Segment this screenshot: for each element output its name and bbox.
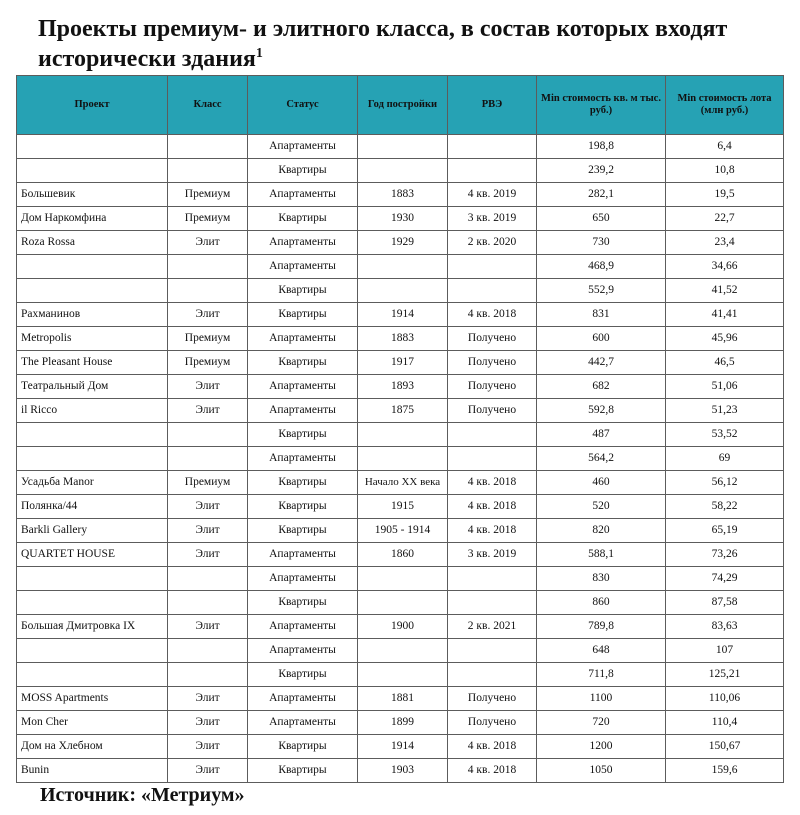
cell-status: Квартиры: [248, 495, 358, 519]
table-row: [17, 519, 784, 543]
cell-project: [17, 135, 168, 159]
cell-price-lot: 19,5: [666, 183, 784, 207]
cell-status: Квартиры: [248, 423, 358, 447]
cell-class: [168, 255, 248, 279]
cell-status: Квартиры: [248, 159, 358, 183]
table-row: [17, 375, 784, 399]
cell-year: 1914: [358, 735, 448, 759]
cell-year: 1893: [358, 375, 448, 399]
table-row: [17, 495, 784, 519]
cell-class: [168, 567, 248, 591]
cell-price-sqm: 520: [537, 495, 666, 519]
cell-status: Апартаменты: [248, 375, 358, 399]
table-row: [17, 615, 784, 639]
cell-rve: Получено: [448, 711, 537, 735]
table-row: [17, 159, 784, 183]
cell-class: Элит: [168, 735, 248, 759]
cell-year: 1883: [358, 327, 448, 351]
cell-price-lot: 10,8: [666, 159, 784, 183]
cell-project: QUARTET HOUSE: [17, 543, 168, 567]
cell-class: [168, 639, 248, 663]
cell-price-lot: 87,58: [666, 591, 784, 615]
cell-class: [168, 663, 248, 687]
cell-rve: 4 кв. 2018: [448, 495, 537, 519]
cell-price-sqm: 552,9: [537, 279, 666, 303]
cell-class: Элит: [168, 399, 248, 423]
cell-price-sqm: 198,8: [537, 135, 666, 159]
cell-rve: [448, 567, 537, 591]
cell-rve: 2 кв. 2021: [448, 615, 537, 639]
cell-project: Полянка/44: [17, 495, 168, 519]
cell-class: Элит: [168, 303, 248, 327]
cell-class: Премиум: [168, 183, 248, 207]
table-row: [17, 303, 784, 327]
cell-status: Апартаменты: [248, 639, 358, 663]
cell-status: Квартиры: [248, 735, 358, 759]
table-body: [17, 135, 784, 783]
cell-rve: 3 кв. 2019: [448, 543, 537, 567]
cell-price-lot: 159,6: [666, 759, 784, 783]
cell-year: 1900: [358, 615, 448, 639]
cell-price-lot: 53,52: [666, 423, 784, 447]
table-row: [17, 327, 784, 351]
cell-status: Апартаменты: [248, 447, 358, 471]
table-row: [17, 447, 784, 471]
cell-rve: [448, 591, 537, 615]
cell-project: Большая Дмитровка IX: [17, 615, 168, 639]
cell-year: [358, 279, 448, 303]
cell-class: Элит: [168, 495, 248, 519]
cell-class: Элит: [168, 519, 248, 543]
cell-rve: Получено: [448, 375, 537, 399]
cell-project: [17, 639, 168, 663]
table-row: [17, 351, 784, 375]
cell-price-lot: 73,26: [666, 543, 784, 567]
cell-price-sqm: 588,1: [537, 543, 666, 567]
cell-price-sqm: 487: [537, 423, 666, 447]
cell-status: Апартаменты: [248, 231, 358, 255]
table-row: [17, 711, 784, 735]
cell-status: Апартаменты: [248, 615, 358, 639]
cell-year: 1903: [358, 759, 448, 783]
cell-price-sqm: 600: [537, 327, 666, 351]
table-row: [17, 759, 784, 783]
cell-price-sqm: 831: [537, 303, 666, 327]
cell-rve: [448, 423, 537, 447]
table-row: [17, 231, 784, 255]
cell-status: Квартиры: [248, 519, 358, 543]
cell-year: 1875: [358, 399, 448, 423]
cell-class: Элит: [168, 231, 248, 255]
cell-year: [358, 423, 448, 447]
table-row: [17, 135, 784, 159]
cell-year: [358, 135, 448, 159]
cell-price-sqm: 730: [537, 231, 666, 255]
table-row: [17, 423, 784, 447]
cell-status: Апартаменты: [248, 543, 358, 567]
cell-status: Апартаменты: [248, 687, 358, 711]
cell-class: Премиум: [168, 351, 248, 375]
table-row: [17, 567, 784, 591]
cell-price-sqm: 460: [537, 471, 666, 495]
cell-price-sqm: 1050: [537, 759, 666, 783]
cell-price-sqm: 468,9: [537, 255, 666, 279]
cell-price-lot: 110,06: [666, 687, 784, 711]
cell-year: 1914: [358, 303, 448, 327]
cell-year: 1899: [358, 711, 448, 735]
cell-status: Апартаменты: [248, 183, 358, 207]
cell-project: The Pleasant House: [17, 351, 168, 375]
cell-project: [17, 663, 168, 687]
cell-rve: 4 кв. 2019: [448, 183, 537, 207]
cell-price-sqm: 564,2: [537, 447, 666, 471]
cell-project: [17, 279, 168, 303]
cell-class: Элит: [168, 711, 248, 735]
cell-price-sqm: 442,7: [537, 351, 666, 375]
projects-table: [16, 75, 784, 783]
cell-rve: [448, 279, 537, 303]
cell-rve: Получено: [448, 399, 537, 423]
cell-status: Апартаменты: [248, 399, 358, 423]
cell-year: 1917: [358, 351, 448, 375]
cell-price-lot: 45,96: [666, 327, 784, 351]
footnote-marker: 1: [255, 46, 263, 61]
cell-year: [358, 567, 448, 591]
cell-year: [358, 663, 448, 687]
cell-project: Дом на Хлебном: [17, 735, 168, 759]
cell-price-lot: 125,21: [666, 663, 784, 687]
cell-project: [17, 423, 168, 447]
table-row: [17, 735, 784, 759]
cell-project: Metropolis: [17, 327, 168, 351]
cell-price-lot: 58,22: [666, 495, 784, 519]
cell-price-lot: 23,4: [666, 231, 784, 255]
cell-project: [17, 159, 168, 183]
cell-status: Квартиры: [248, 207, 358, 231]
cell-class: Элит: [168, 615, 248, 639]
cell-project: Театральный Дом: [17, 375, 168, 399]
cell-year: 1881: [358, 687, 448, 711]
cell-class: Премиум: [168, 471, 248, 495]
cell-year: [358, 447, 448, 471]
cell-project: [17, 447, 168, 471]
table-row: [17, 183, 784, 207]
cell-class: Элит: [168, 375, 248, 399]
cell-year: Начало XX века: [358, 471, 448, 495]
cell-project: Рахманинов: [17, 303, 168, 327]
cell-price-lot: 150,67: [666, 735, 784, 759]
table-row: [17, 471, 784, 495]
cell-year: 1905 - 1914: [358, 519, 448, 543]
cell-price-lot: 74,29: [666, 567, 784, 591]
cell-class: [168, 591, 248, 615]
cell-status: Апартаменты: [248, 255, 358, 279]
header-year: Год постройки: [358, 76, 448, 135]
cell-class: Премиум: [168, 207, 248, 231]
table-header-row: [17, 76, 784, 135]
cell-price-sqm: 789,8: [537, 615, 666, 639]
cell-project: il Ricco: [17, 399, 168, 423]
cell-price-sqm: 648: [537, 639, 666, 663]
cell-price-lot: 65,19: [666, 519, 784, 543]
cell-price-sqm: 820: [537, 519, 666, 543]
cell-price-lot: 83,63: [666, 615, 784, 639]
cell-rve: Получено: [448, 351, 537, 375]
cell-rve: [448, 135, 537, 159]
cell-year: 1929: [358, 231, 448, 255]
cell-year: [358, 159, 448, 183]
cell-price-sqm: 1100: [537, 687, 666, 711]
cell-project: [17, 591, 168, 615]
cell-status: Апартаменты: [248, 567, 358, 591]
cell-status: Квартиры: [248, 591, 358, 615]
cell-class: Элит: [168, 543, 248, 567]
cell-class: Элит: [168, 687, 248, 711]
cell-price-lot: 110,4: [666, 711, 784, 735]
cell-status: Квартиры: [248, 279, 358, 303]
cell-year: [358, 255, 448, 279]
cell-project: Bunin: [17, 759, 168, 783]
table-row: [17, 639, 784, 663]
cell-price-sqm: 711,8: [537, 663, 666, 687]
cell-project: Mon Cher: [17, 711, 168, 735]
cell-rve: [448, 663, 537, 687]
cell-project: Barkli Gallery: [17, 519, 168, 543]
header-rve: РВЭ: [448, 76, 537, 135]
cell-price-lot: 34,66: [666, 255, 784, 279]
cell-project: Большевик: [17, 183, 168, 207]
cell-status: Апартаменты: [248, 135, 358, 159]
cell-year: 1915: [358, 495, 448, 519]
title-text: Проекты премиум- и элитного класса, в состав которых входят исторически здания: [38, 16, 728, 72]
table-row: [17, 279, 784, 303]
cell-year: 1930: [358, 207, 448, 231]
cell-price-lot: 107: [666, 639, 784, 663]
cell-project: Roza Rossa: [17, 231, 168, 255]
cell-project: Дом Наркомфина: [17, 207, 168, 231]
cell-rve: [448, 639, 537, 663]
cell-price-lot: 41,41: [666, 303, 784, 327]
table-row: [17, 399, 784, 423]
header-price-lot: Min стоимость лота (млн руб.): [666, 76, 784, 135]
cell-price-lot: 51,23: [666, 399, 784, 423]
cell-rve: 2 кв. 2020: [448, 231, 537, 255]
cell-status: Квартиры: [248, 663, 358, 687]
table-row: [17, 543, 784, 567]
cell-price-sqm: 830: [537, 567, 666, 591]
cell-rve: [448, 255, 537, 279]
cell-project: [17, 567, 168, 591]
cell-price-lot: 46,5: [666, 351, 784, 375]
cell-price-lot: 51,06: [666, 375, 784, 399]
cell-rve: Получено: [448, 327, 537, 351]
cell-status: Квартиры: [248, 351, 358, 375]
cell-class: Элит: [168, 759, 248, 783]
header-price-sqm: Min стоимость кв. м тыс. руб.): [537, 76, 666, 135]
table-row: [17, 207, 784, 231]
cell-rve: 4 кв. 2018: [448, 303, 537, 327]
cell-price-lot: 41,52: [666, 279, 784, 303]
cell-rve: 3 кв. 2019: [448, 207, 537, 231]
cell-class: [168, 159, 248, 183]
cell-price-sqm: 592,8: [537, 399, 666, 423]
cell-project: Усадьба Manor: [17, 471, 168, 495]
cell-year: 1883: [358, 183, 448, 207]
cell-price-sqm: 282,1: [537, 183, 666, 207]
cell-year: 1860: [358, 543, 448, 567]
cell-price-sqm: 239,2: [537, 159, 666, 183]
cell-year: [358, 639, 448, 663]
cell-price-lot: 69: [666, 447, 784, 471]
cell-price-sqm: 1200: [537, 735, 666, 759]
cell-project: MOSS Apartments: [17, 687, 168, 711]
cell-price-sqm: 860: [537, 591, 666, 615]
cell-status: Квартиры: [248, 759, 358, 783]
cell-price-lot: 22,7: [666, 207, 784, 231]
cell-rve: 4 кв. 2018: [448, 519, 537, 543]
cell-price-sqm: 682: [537, 375, 666, 399]
cell-price-lot: 6,4: [666, 135, 784, 159]
table-row: [17, 663, 784, 687]
header-project: Проект: [17, 76, 168, 135]
cell-year: [358, 591, 448, 615]
cell-status: Апартаменты: [248, 327, 358, 351]
cell-class: [168, 447, 248, 471]
cell-rve: Получено: [448, 687, 537, 711]
cell-rve: [448, 447, 537, 471]
cell-project: [17, 255, 168, 279]
cell-price-sqm: 720: [537, 711, 666, 735]
page-title: [38, 14, 778, 74]
cell-status: Апартаменты: [248, 711, 358, 735]
cell-status: Квартиры: [248, 471, 358, 495]
cell-price-sqm: 650: [537, 207, 666, 231]
cell-class: [168, 423, 248, 447]
table-row: [17, 687, 784, 711]
cell-status: Квартиры: [248, 303, 358, 327]
cell-class: Премиум: [168, 327, 248, 351]
header-class: Класс: [168, 76, 248, 135]
cell-rve: [448, 159, 537, 183]
source-note: Источник: «Метриум»: [40, 784, 245, 806]
header-status: Статус: [248, 76, 358, 135]
cell-price-lot: 56,12: [666, 471, 784, 495]
cell-rve: 4 кв. 2018: [448, 471, 537, 495]
cell-class: [168, 135, 248, 159]
cell-rve: 4 кв. 2018: [448, 759, 537, 783]
table-row: [17, 255, 784, 279]
table-row: [17, 591, 784, 615]
cell-class: [168, 279, 248, 303]
cell-rve: 4 кв. 2018: [448, 735, 537, 759]
